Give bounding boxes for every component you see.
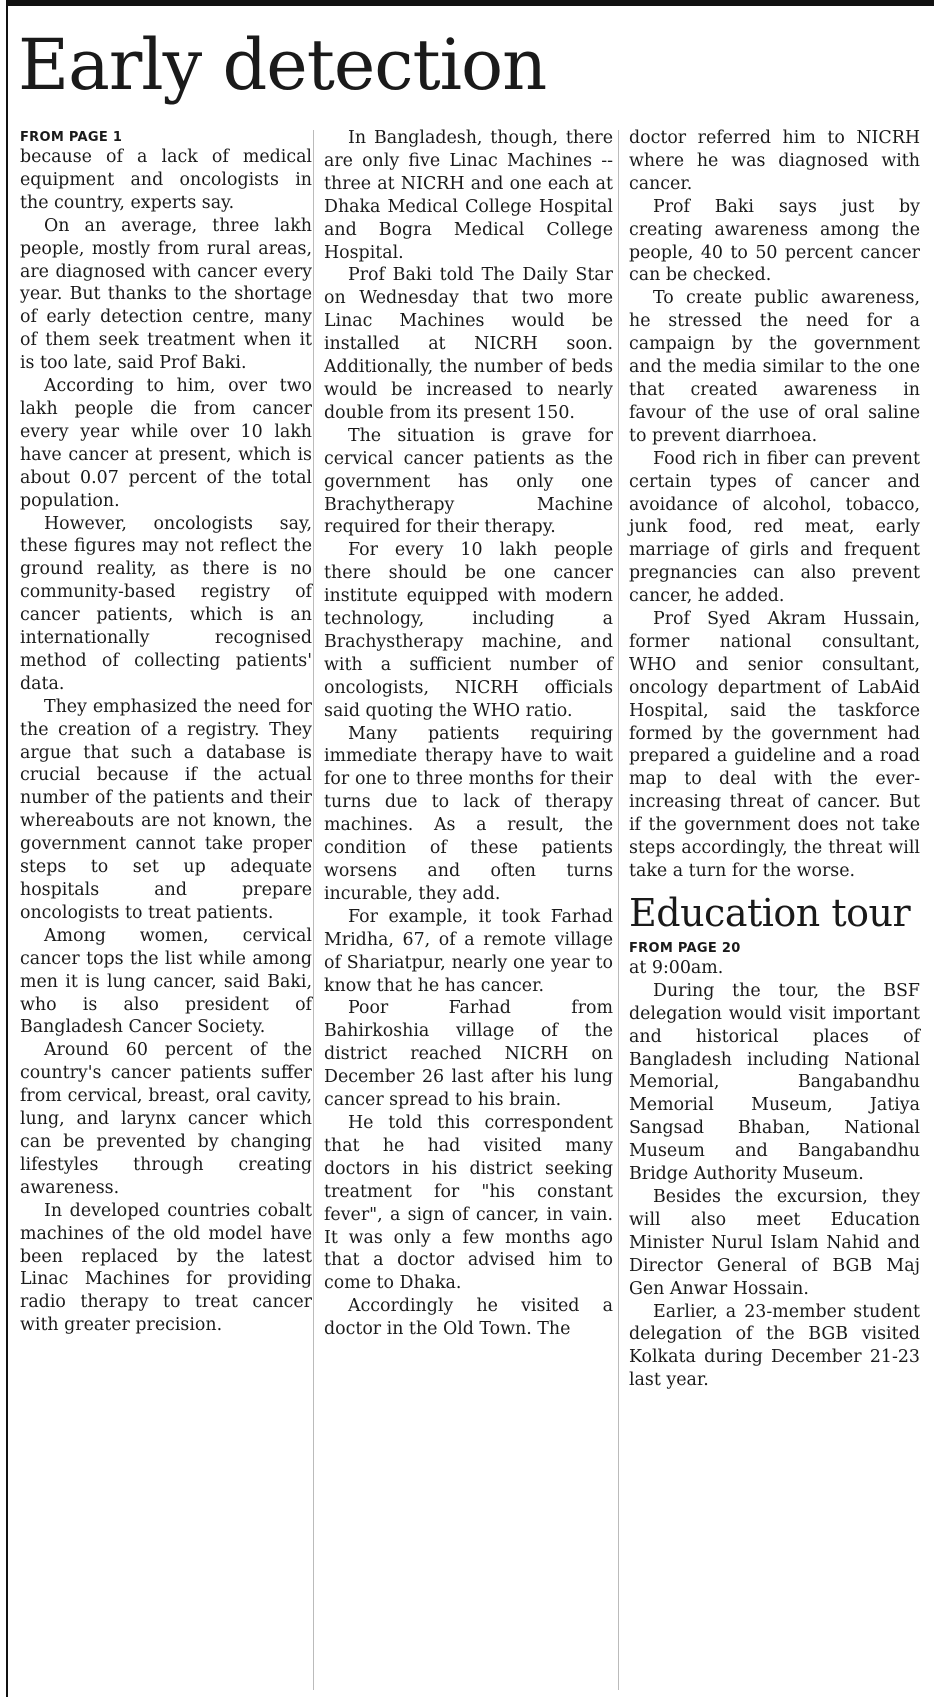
paragraph: Prof Baki says just by creating awareness among the people, 40 to 50 percent cancer can be checked. [629, 196, 920, 286]
paragraph: They emphasized the need for the creation of a registry. They argue that such a database is crucial because if the actual number of the patients and their whereabouts are not known, the government cannot take proper steps to set up adequate hospitals and prepare oncologists to treat patients. [20, 696, 312, 923]
paragraph: Accordingly he visited a doctor in the Old Town. The [324, 1296, 613, 1340]
paragraph: Many patients requiring immediate therapy have to wait for one to three months for their turns due to lack of therapy machines. As a result, the condition of these patients worsens and often turns incurable, they add. [324, 723, 613, 904]
second-article-kicker: FROM PAGE 20 [629, 940, 741, 956]
top-border-rule [6, 0, 934, 6]
paragraph: For every 10 lakh people there should be one cancer institute equipped with modern technology, including a Brachystherapy machine, and with a sufficient number of oncologists, NICRH officials said quoting the WHO ratio. [324, 540, 613, 721]
paragraph: Among women, cervical cancer tops the list while among men it is lung cancer, said Baki, who is also president of Bangladesh Cancer Society. [20, 925, 312, 1038]
paragraph: However, oncologists say, these figures may not reflect the ground reality, as there is no community-based registry of cancer patients, which is an internationally recognised method of collecting patients' data. [20, 513, 312, 694]
paragraph: In developed countries cobalt machines of the old model have been replaced by the latest Linac Machines for providing radio therapy to treat cancer with greater precision. [20, 1200, 312, 1336]
paragraph: doctor referred him to NICRH where he was diagnosed with cancer. [629, 128, 920, 194]
article-column-2 [324, 127, 613, 1341]
paragraph: Prof Baki told The Daily Star on Wednesday that two more Linac Machines would be installed at NICRH soon. Additionally, the number of beds would be increased to nearly double from its present 150. [324, 265, 613, 423]
second-article-headline: Education tour [629, 890, 911, 935]
paragraph: at 9:00am. [629, 957, 724, 978]
paragraph: The situation is grave for cervical cancer patients as the government has only one Brachytherapy Machine required for their therapy. [324, 425, 613, 538]
paragraph: because of a lack of medical equipment and oncologists in the country, experts say. [20, 147, 312, 213]
paragraph: Prof Syed Akram Hussain, former national consultant, WHO and senior consultant, oncology department of LabAid Hospital, said the taskforce formed by the government had prepared a guideline and a road map to deal with the ever-increasing threat of cancer. But if the government does not take steps accordingly, the threat will take a turn for the worse. [629, 609, 920, 881]
paragraph: According to him, over two lakh people die from cancer every year while over 10 lakh have cancer at present, which is about 0.07 percent of the total population. [20, 376, 312, 511]
paragraph: Poor Farhad from Bahirkoshia village of the district reached NICRH on December 26 last after his lung cancer spread to his brain. [324, 998, 613, 1111]
paragraph: Earlier, a 23-member student delegation of the BGB visited Kolkata during December 21-23 last year. [629, 1301, 920, 1391]
article-column-3 [629, 127, 920, 1392]
article-headline: Early detection [18, 24, 547, 106]
paragraph: During the tour, the BSF delegation would visit important and historical places of Bangladesh including National Memorial, Bangabandhu Memorial Museum, Jatiya Sangsad Bhaban, National Museum and Bangabandhu Bridge Authority Museum. [629, 980, 920, 1185]
paragraph: Food rich in fiber can prevent certain types of cancer and avoidance of alcohol, tobacco, junk food, red meat, early marriage of girls and frequent pregnancies can also prevent cancer, he added. [629, 448, 920, 607]
article-kicker: FROM PAGE 1 [20, 130, 123, 145]
column-divider [313, 130, 314, 1690]
paragraph: Around 60 percent of the country's cancer patients suffer from cervical, breast, oral cavity, lung, and larynx cancer which can be prevented by changing lifestyles through creating awareness. [20, 1040, 312, 1198]
paragraph: On an average, three lakh people, mostly from rural areas, are diagnosed with cancer every year. But thanks to the shortage of early detection centre, many of them seek treatment when it is too late, said Prof Baki. [20, 215, 312, 374]
paragraph: Besides the excursion, they will also meet Education Minister Nurul Islam Nahid and Director General of BGB Maj Gen Anwar Hossain. [629, 1186, 920, 1299]
column-divider [618, 130, 619, 1690]
paragraph: To create public awareness, he stressed the need for a campaign by the government and the media similar to the one that created awareness in favour of the use of oral saline to prevent diarrhoea. [629, 288, 920, 446]
paragraph: For example, it took Farhad Mridha, 67, of a remote village of Shariatpur, nearly one year to know that he has cancer. [324, 906, 613, 996]
paragraph: He told this correspondent that he had visited many doctors in his district seeking treatment for "his constant fever", a sign of cancer, in vain. It was only a few months ago that a doctor advised him to come to Dhaka. [324, 1112, 613, 1294]
article-column-1 [20, 130, 312, 1337]
paragraph: In Bangladesh, though, there are only five Linac Machines -- three at NICRH and one each at Dhaka Medical College Hospital and Bogra Medical College Hospital. [324, 128, 613, 263]
left-border-rule [6, 0, 8, 1697]
